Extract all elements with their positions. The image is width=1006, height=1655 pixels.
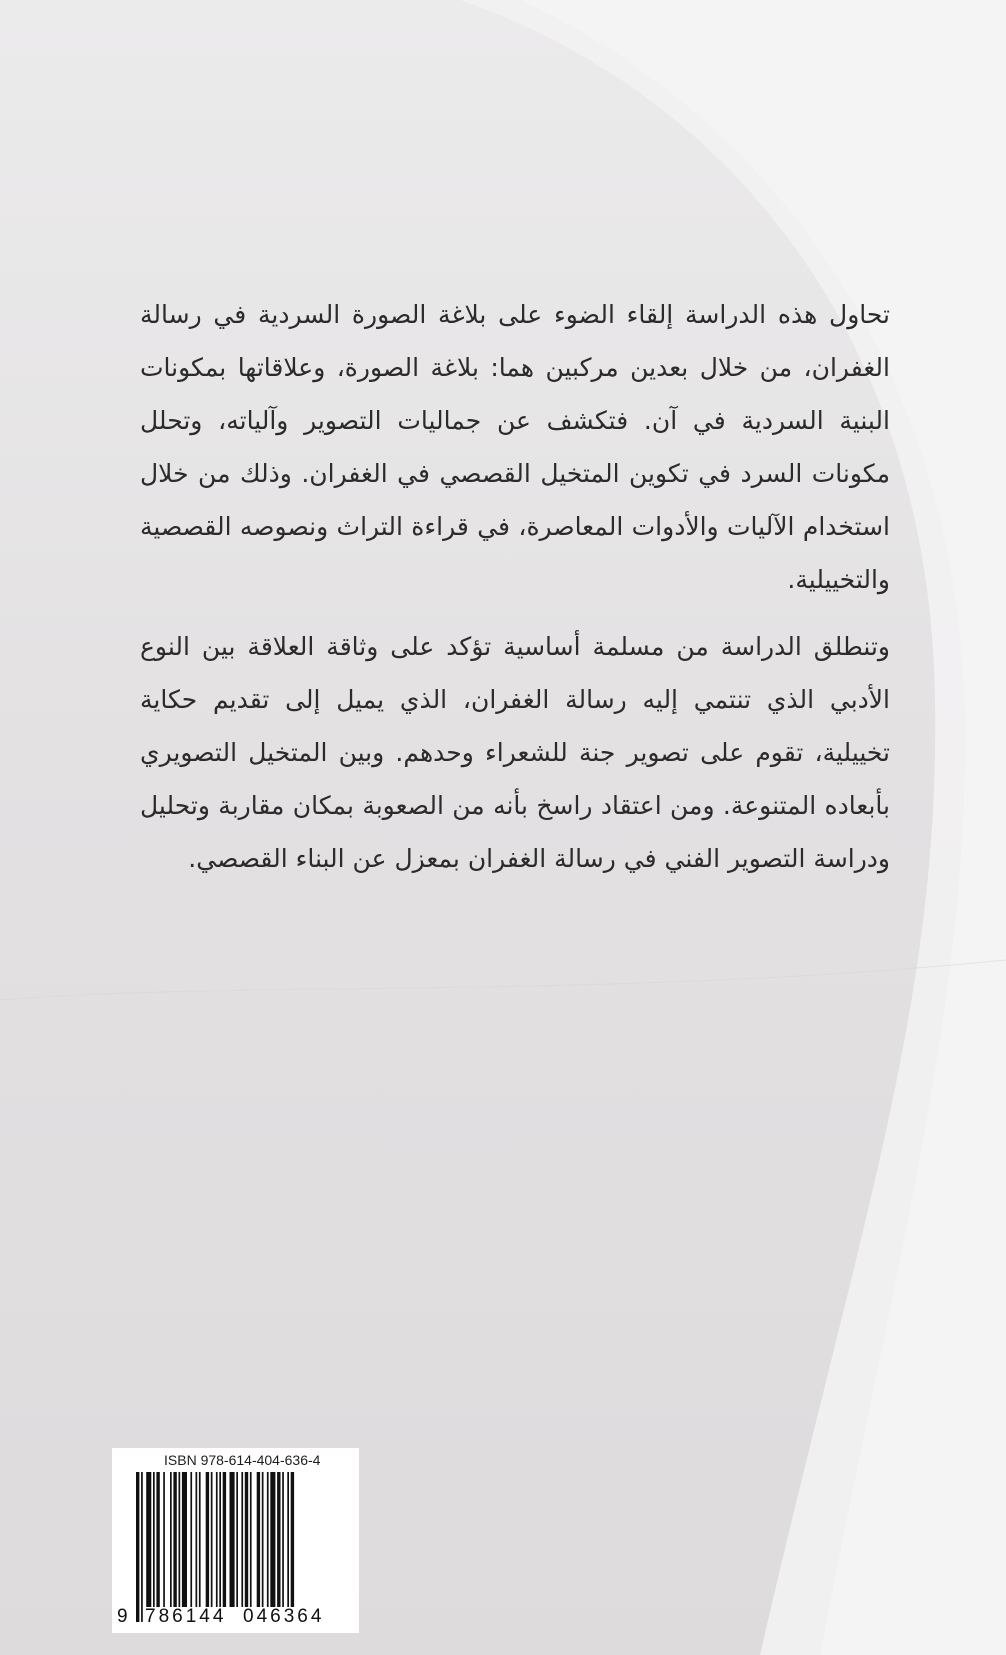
- barcode-bar: [230, 1472, 235, 1607]
- barcode-bar: [241, 1472, 243, 1607]
- barcode-bar: [173, 1472, 176, 1607]
- barcode-first-digit: 9: [117, 1606, 128, 1627]
- barcode-bar: [146, 1472, 151, 1607]
- isbn-barcode: [112, 1448, 359, 1633]
- barcode-bar: [267, 1472, 269, 1607]
- blurb-paragraph-2: وتنطلق الدراسة من مسلمة أساسية تؤكد على وثاقة العلاقة بين النوع الأدبي الذي تنتمي إليه رسالة الغفران، الذي يميل إلى تقديم حكاية تخييلية، تقوم على تصوير جنة للشعراء وحدهم. وبين المتخيل التصويري بأبعاده المتنوعة. ومن اعتقاد راسخ بأنه من الصعوبة بمكان مقاربة وتحليل ودراسة التصوير الفني في رسالة الغفران بمعزل عن البناء القصصي.: [140, 632, 890, 873]
- barcode-bar: [262, 1472, 264, 1607]
- barcode-right-digits: 046364: [243, 1606, 325, 1627]
- barcode-bar: [250, 1472, 252, 1607]
- barcode-bar: [156, 1472, 159, 1607]
- barcode-bar: [282, 1472, 284, 1607]
- barcode-bar: [182, 1472, 187, 1607]
- barcode-bar: [277, 1472, 280, 1607]
- barcode-bar: [163, 1472, 165, 1607]
- barcode-bar: [170, 1472, 172, 1607]
- barcode-bar: [236, 1472, 238, 1607]
- isbn-label: ISBN 978-614-404-636-4: [164, 1452, 321, 1468]
- barcode-bar: [199, 1472, 201, 1607]
- barcode-bar: [196, 1472, 198, 1607]
- barcode-bar: [190, 1472, 192, 1607]
- barcode-bar: [270, 1472, 275, 1607]
- barcode-bar: [141, 1472, 143, 1622]
- barcode-bar: [179, 1472, 181, 1607]
- barcode-bar: [206, 1472, 209, 1607]
- barcode-bar: [223, 1472, 226, 1607]
- barcode-bar: [216, 1472, 218, 1622]
- blurb-paragraph-1: تحاول هذه الدراسة إلقاء الضوء على بلاغة الصورة السردية في رسالة الغفران، من خلال بعدين مركبين هما: بلاغة الصورة، وعلاقاتها بمكونات البنية السردية في آن. فتكشف عن جماليات التصوير وآلياته، وتحلل مكونات السرد في تكوين المتخيل القصصي في الغفران. وذلك من خلال استخدام الآليات والأدوات المعاصرة، في قراءة التراث ونصوصه القصصية والتخييلية.: [140, 300, 890, 594]
- barcode-bar: [257, 1472, 260, 1607]
- barcode-bar: [211, 1472, 213, 1607]
- barcode-bar: [291, 1472, 294, 1622]
- barcode-bar: [287, 1472, 289, 1607]
- barcode-bar: [153, 1472, 155, 1607]
- barcode-bar: [219, 1472, 221, 1622]
- back-cover-blurb: [140, 288, 890, 899]
- barcode-bar: [245, 1472, 248, 1607]
- barcode-left-digits: 786144: [145, 1606, 227, 1627]
- barcode-bar: [136, 1472, 139, 1622]
